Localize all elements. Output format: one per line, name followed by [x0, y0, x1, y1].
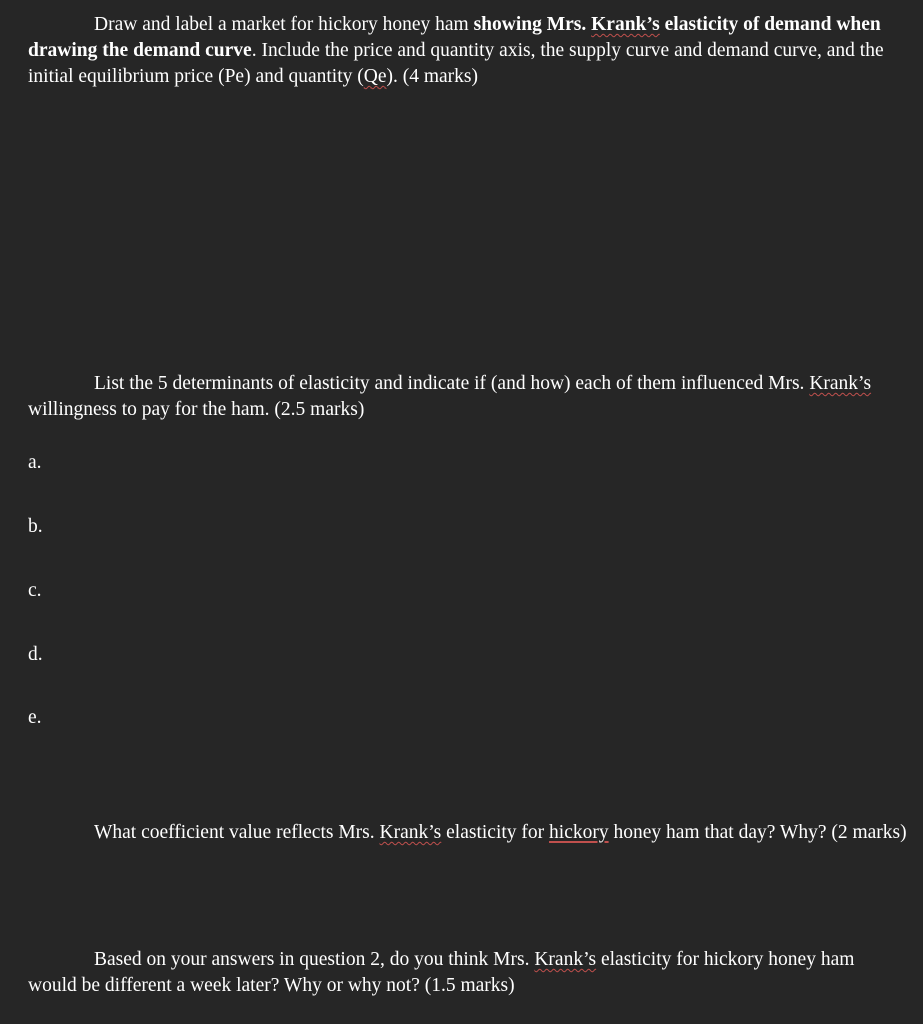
question-1: Draw and label a market for hickory honey ham showing Mrs. Krank’s elasticity of demand when drawing the demand curve. Include the price and quantity axis, the supply curve and demand curve, and the initial equilibrium price (Pe) and quantity (Qe). (4 marks): [28, 14, 884, 87]
question-4-text: Based on your answers in question 2, do you think Mrs.: [94, 949, 535, 970]
question-1-bold-text: showing Mrs. Krank’s elasticity of demand when drawing the demand curve: [28, 14, 881, 61]
question-2-text: List the 5 determinants of elasticity and indicate if (and how) each of them influenced Mrs.: [94, 373, 810, 394]
list-item-d: d.: [28, 644, 43, 665]
spellcheck-word[interactable]: Krank’s: [534, 949, 597, 970]
question-4: Based on your answers in question 2, do you think Mrs. Krank’s elasticity for hickory honey ham would be different a week later? Why or why not? (1.5 marks): [28, 949, 855, 996]
list-item-e: e.: [28, 707, 42, 728]
list-item-a: a.: [28, 452, 42, 473]
grammar-underlined-word[interactable]: hickory: [549, 822, 609, 843]
list-item-c: c.: [28, 580, 42, 601]
spellcheck-word[interactable]: Krank’s: [809, 373, 872, 394]
question-3: What coefficient value reflects Mrs. Krank’s elasticity for hickory honey ham that day? Why? (2 marks): [94, 822, 907, 843]
question-3-text: What coefficient value reflects Mrs.: [94, 822, 380, 843]
spellcheck-word[interactable]: Krank’s: [379, 822, 442, 843]
question-2: List the 5 determinants of elasticity and indicate if (and how) each of them influenced Mrs. Krank’s willingness to pay for the ham. (2.5 marks): [28, 373, 872, 420]
list-item-b: b.: [28, 516, 43, 537]
spellcheck-word[interactable]: Krank’s: [591, 14, 660, 35]
spellcheck-word[interactable]: Qe: [363, 66, 387, 87]
question-1-text: Draw and label a market for hickory honey ham: [94, 14, 474, 35]
